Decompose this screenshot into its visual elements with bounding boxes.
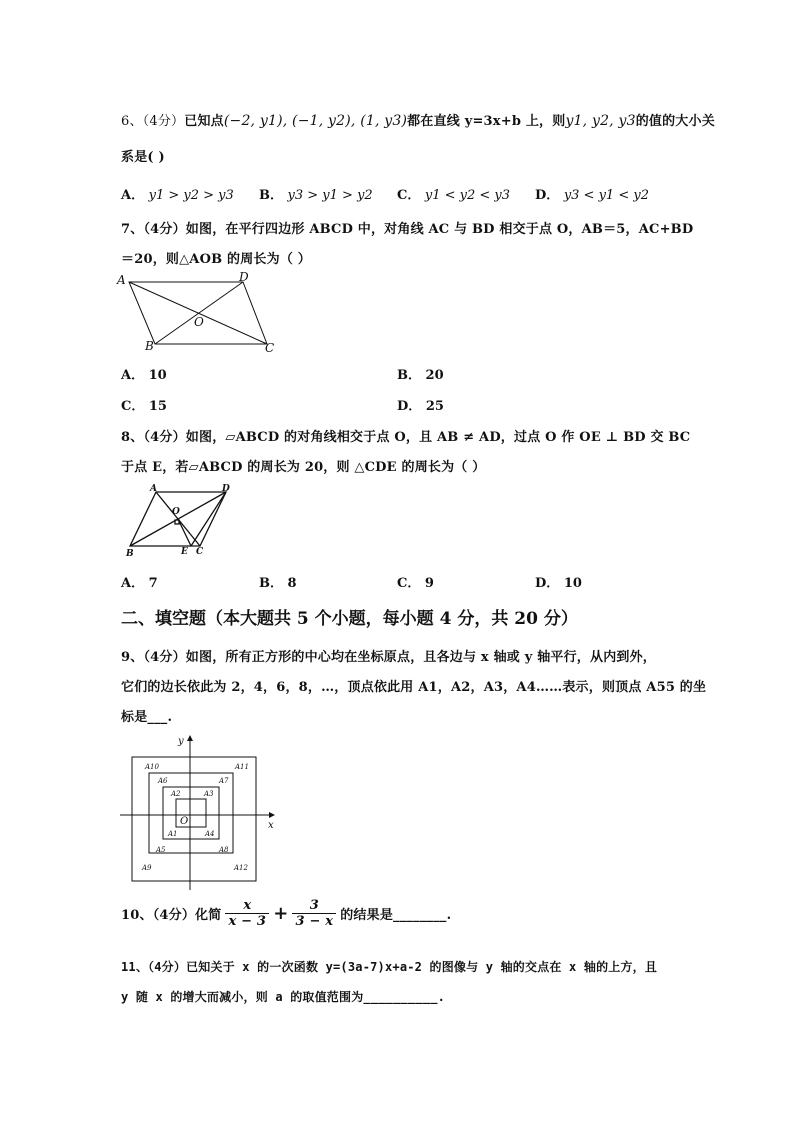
q6-option-c[interactable]: C． y1 < y2 < y3 <box>397 188 511 203</box>
q7-line2: ＝20，则△AOB 的周长为（ ） <box>121 252 311 267</box>
q9-label-a9: A9 <box>142 864 152 872</box>
q9-label-a1: A1 <box>168 830 178 838</box>
q9-line3: 标是___. <box>121 710 173 725</box>
q9-square-4 <box>132 757 256 881</box>
q9-label-a12: A12 <box>234 864 248 872</box>
q7-label-o: O <box>194 315 204 329</box>
q8-label-o: O <box>172 507 180 517</box>
q9-label-a5: A5 <box>156 846 166 854</box>
q8-label-e: E <box>181 547 188 557</box>
q10-fraction-2-denominator: 3 − x <box>292 913 336 929</box>
q9-label-a2: A2 <box>171 790 181 798</box>
q8-label-a: A <box>150 484 157 494</box>
q7-line1: 7、（4分）如图，在平行四边形 ABCD 中，对角线 AC 与 BD 相交于点 O，AB＝5，AC+BD <box>121 222 694 237</box>
q8-option-b[interactable]: B． 8 <box>259 576 297 591</box>
q8-option-c[interactable]: C． 9 <box>397 576 434 591</box>
q9-label-a6: A6 <box>158 777 168 785</box>
q9-label-a4: A4 <box>205 830 215 838</box>
q9-line2: 它们的边长依此为 2，4，6，8，…，顶点依此用 A1，A2，A3，A4……表示，则顶点 A55 的坐 <box>121 680 707 695</box>
q9-label-a3: A3 <box>204 790 214 798</box>
q7-label-b: B <box>145 339 154 353</box>
q9-label-a10: A10 <box>145 763 159 771</box>
q6-line1 <box>121 110 715 129</box>
q10-fraction-1-numerator: x <box>243 898 252 913</box>
q6-vars: y1, y2, y3 <box>565 113 636 129</box>
q7-label-c: C <box>265 341 275 355</box>
q8-segment-de <box>191 492 226 546</box>
q9-label-a7: A7 <box>219 777 229 785</box>
q9-square-3 <box>149 773 233 853</box>
q6-option-d[interactable]: D． y3 < y1 < y2 <box>535 188 649 203</box>
q6-option-a[interactable]: A． y1 > y2 > y3 <box>121 188 234 203</box>
q8-option-d[interactable]: D． 10 <box>535 576 582 591</box>
q6-score: （4分） <box>142 114 185 129</box>
q9-label-a11: A11 <box>235 763 249 771</box>
q11-line1: 11、（4分）已知关于 x 的一次函数 y=(3a-7)x+a-2 的图像与 y 轴的交点在 x 轴的上方，且 <box>121 960 658 974</box>
q6-text-a: 已知点 <box>184 114 224 129</box>
q10-prefix: 10、（4分）化简 <box>121 908 222 923</box>
q9-squares-figure <box>118 732 280 892</box>
q8-label-d: D <box>222 484 230 494</box>
q6-line2: 系是( ) <box>121 150 165 165</box>
q10-fraction-2 <box>292 898 336 929</box>
q10-fraction-1-denominator: x − 3 <box>225 913 269 929</box>
q7-diagonal-bd <box>155 282 243 344</box>
q8-label-c: C <box>196 547 204 557</box>
q8-line2: 于点 E，若▱ABCD 的周长为 20，则 △CDE 的周长为（ ） <box>121 460 486 475</box>
q7-label-a: A <box>117 273 126 287</box>
q10-plus: + <box>273 903 289 924</box>
q7-option-b[interactable]: B． 20 <box>397 368 444 383</box>
q6-text-b: 都在直线 y=3x+b 上，则 <box>407 114 566 129</box>
q10-line <box>121 898 451 929</box>
section-fill-in-title: 二、填空题（本大题共 5 个小题，每小题 4 分，共 20 分） <box>121 609 578 629</box>
q6-option-b[interactable]: B． y3 > y1 > y2 <box>259 188 373 203</box>
q7-option-c[interactable]: C． 15 <box>121 399 167 414</box>
q9-label-a8: A8 <box>219 846 229 854</box>
q11-line2: y 随 x 的增大而减小，则 a 的取值范围为__________. <box>121 990 446 1004</box>
q10-suffix: 的结果是________. <box>340 908 452 923</box>
q7-parallelogram-figure <box>115 270 290 356</box>
q8-line1: 8、（4分）如图，▱ABCD 的对角线相交于点 O，且 AB ≠ AD，过点 O 作 OE ⊥ BD 交 BC <box>121 430 691 445</box>
q9-line1: 9、（4分）如图，所有正方形的中心均在坐标原点，且各边与 x 轴或 y 轴平行，从内到外， <box>121 650 656 665</box>
q8-parallelogram-figure <box>118 482 238 558</box>
q8-right-angle-mark <box>175 520 179 524</box>
q6-number: 6、 <box>121 114 143 129</box>
q9-label-x: x <box>268 820 274 831</box>
q9-label-y: y <box>178 736 184 747</box>
q7-option-a[interactable]: A． 10 <box>121 368 167 383</box>
q8-option-a[interactable]: A． 7 <box>121 576 158 591</box>
q7-label-d: D <box>239 270 249 284</box>
q6-text-c: 的值的大小关 <box>635 114 715 129</box>
q6-points: (−2, y1), (−1, y2), (1, y3) <box>223 113 408 129</box>
q9-label-o: O <box>180 816 189 827</box>
q7-option-d[interactable]: D． 25 <box>397 399 444 414</box>
q10-fraction-2-numerator: 3 <box>309 898 319 913</box>
q8-label-b: B <box>126 549 134 558</box>
q10-fraction-1 <box>225 898 269 929</box>
